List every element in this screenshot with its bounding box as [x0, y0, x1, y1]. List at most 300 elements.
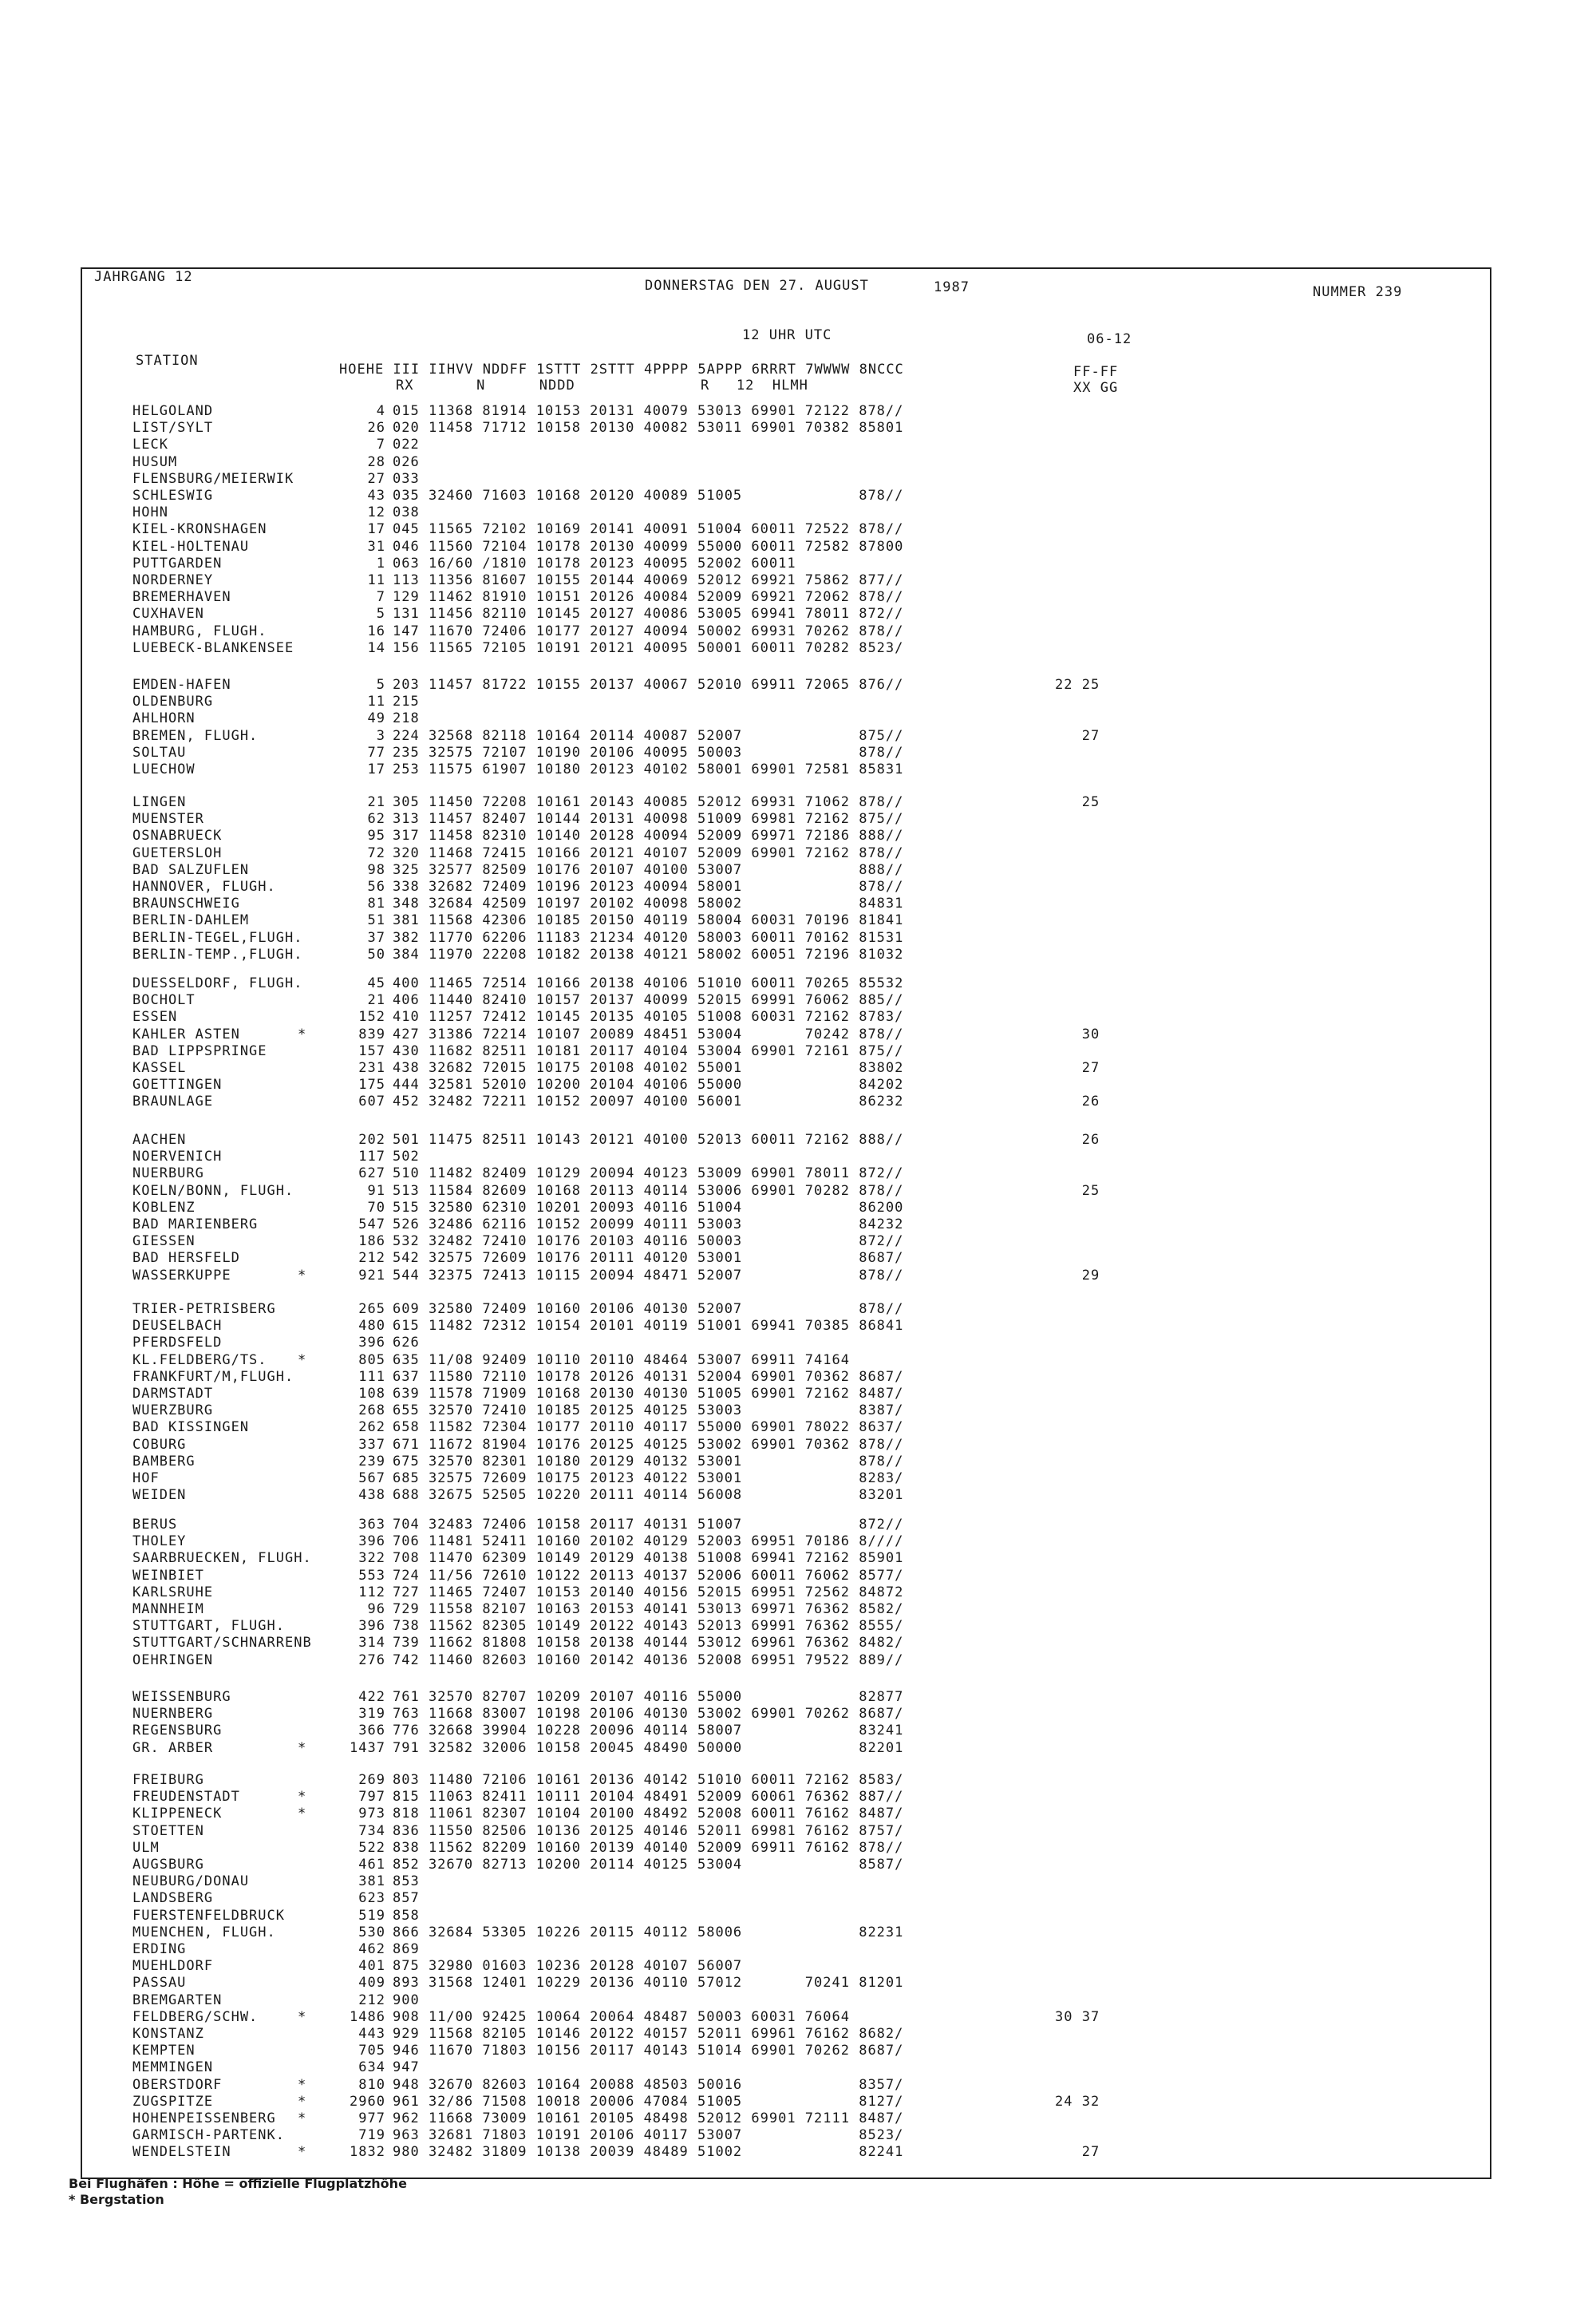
- station-name: STOETTEN: [132, 1823, 204, 1839]
- synop-codes: 022: [393, 437, 420, 453]
- synop-codes: 947: [393, 2059, 420, 2075]
- station-elevation: 212: [358, 1250, 385, 1266]
- synop-codes: 438 32682 72015 10175 20108 40102 55001 83802: [393, 1060, 904, 1076]
- synop-codes: 893 31568 12401 10229 20136 40110 57012 70241 81201: [393, 1975, 904, 1991]
- synop-codes: 131 11456 82110 10145 20127 40086 53005 69941 78011 872//: [393, 606, 904, 622]
- station-name: DEUSELBACH: [132, 1318, 223, 1334]
- station-name: BERLIN-DAHLEM: [132, 912, 250, 928]
- station-name: BERUS: [132, 1517, 178, 1533]
- station-elevation: 519: [358, 1908, 385, 1924]
- gust-values: 27: [1055, 728, 1100, 744]
- station-row: [0, 2144, 1436, 2160]
- station-row: [0, 2059, 1436, 2075]
- issue-year: 1987: [934, 279, 970, 295]
- station-name: NUERBURG: [132, 1165, 204, 1181]
- station-name: THOLEY: [132, 1533, 187, 1549]
- station-name: FLENSBURG/MEIERWIK: [132, 471, 294, 487]
- station-name: BAD LIPPSPRINGE: [132, 1043, 267, 1059]
- synop-codes: 384 11970 22208 10182 20138 40121 58002 60051 72196 81032: [393, 947, 904, 963]
- station-row: [0, 1183, 1436, 1199]
- mountain-station-marker: *: [298, 1352, 307, 1368]
- station-name: NORDERNEY: [132, 572, 214, 588]
- station-row: [0, 1060, 1436, 1076]
- station-name: WASSERKUPPE: [132, 1268, 231, 1284]
- station-name: KL.FELDBERG/TS.: [132, 1352, 267, 1368]
- station-name: OSNABRUECK: [132, 828, 223, 844]
- mountain-station-marker: *: [298, 1789, 307, 1805]
- station-elevation: 366: [358, 1723, 385, 1738]
- station-name: HOHN: [132, 504, 168, 520]
- station-elevation: 98: [367, 862, 385, 878]
- station-row: [0, 1568, 1436, 1584]
- station-elevation: 56: [367, 879, 385, 895]
- station-row: [0, 1517, 1436, 1533]
- station-name: GOETTINGEN: [132, 1077, 223, 1093]
- station-elevation: 152: [358, 1009, 385, 1025]
- station-elevation: 11: [367, 572, 385, 588]
- synop-codes: 502: [393, 1149, 420, 1165]
- synop-codes: 838 11562 82209 10160 20139 40140 52009 69911 76162 878//: [393, 1840, 904, 1856]
- station-name: OLDENBURG: [132, 694, 214, 710]
- station-row: [0, 1992, 1436, 2008]
- synop-codes: 325 32577 82509 10176 20107 40100 53007 888//: [393, 862, 904, 878]
- synop-codes: 406 11440 82410 10157 20137 40099 52015 69991 76062 885//: [393, 992, 904, 1008]
- gust-values: 24 32: [1055, 2094, 1100, 2110]
- station-elevation: 363: [358, 1517, 385, 1533]
- synop-codes: 410 11257 72412 10145 20135 40105 51008 60031 72162 8783/: [393, 1009, 904, 1025]
- station-name: AACHEN: [132, 1132, 187, 1148]
- station-row: [0, 437, 1436, 453]
- station-elevation: 401: [358, 1958, 385, 1974]
- synop-codes: 946 11670 71803 10156 20117 40143 51014 69901 70262 8687/: [393, 2043, 904, 2059]
- station-name: BREMERHAVEN: [132, 589, 231, 605]
- station-elevation: 627: [358, 1165, 385, 1181]
- station-name: MANNHEIM: [132, 1601, 204, 1617]
- station-name: FELDBERG/SCHW.: [132, 2009, 259, 2025]
- station-elevation: 212: [358, 1992, 385, 2008]
- synop-codes: 655 32570 72410 10185 20125 40125 53003 8387/: [393, 1402, 904, 1418]
- station-row: [0, 1740, 1436, 1756]
- station-elevation: 623: [358, 1890, 385, 1906]
- station-elevation: 12: [367, 504, 385, 520]
- code-column-subheaders: RX N NDDD R 12 HLMH: [396, 378, 808, 394]
- mountain-station-marker: *: [298, 1026, 307, 1042]
- synop-codes: 430 11682 82511 10181 20117 40104 53004 69901 72161 875//: [393, 1043, 904, 1059]
- station-row: [0, 1789, 1436, 1805]
- station-elevation: 705: [358, 2043, 385, 2059]
- station-name: KOBLENZ: [132, 1200, 196, 1216]
- synop-codes: 320 11468 72415 10166 20121 40107 52009 69901 72162 878//: [393, 845, 904, 861]
- station-name: PUTTGARDEN: [132, 556, 223, 572]
- station-elevation: 3: [376, 728, 385, 744]
- synop-codes: 875 32980 01603 10236 20128 40107 56007: [393, 1958, 743, 1974]
- station-row: [0, 403, 1436, 419]
- station-row: [0, 1009, 1436, 1025]
- station-name: BOCHOLT: [132, 992, 196, 1008]
- synop-codes: 224 32568 82118 10164 20114 40087 52007 875//: [393, 728, 904, 744]
- synop-codes: 015 11368 81914 10153 20131 40079 53013 69901 72122 878//: [393, 403, 904, 419]
- station-elevation: 2960: [350, 2094, 385, 2110]
- synop-codes: 675 32570 82301 10180 20129 40132 53001 878//: [393, 1454, 904, 1470]
- station-row: [0, 1026, 1436, 1042]
- synop-codes: 026: [393, 454, 420, 470]
- station-row: [0, 1706, 1436, 1722]
- station-elevation: 95: [367, 828, 385, 844]
- station-elevation: 805: [358, 1352, 385, 1368]
- station-row: [0, 1975, 1436, 1991]
- gust-values: 29: [1055, 1268, 1100, 1284]
- station-row: [0, 992, 1436, 1008]
- synop-codes: 724 11/56 72610 10122 20113 40137 52006 60011 76062 8577/: [393, 1568, 904, 1584]
- station-name: KONSTANZ: [132, 2026, 204, 2042]
- synop-codes: 544 32375 72413 10115 20094 48471 52007 878//: [393, 1268, 904, 1284]
- station-elevation: 1832: [350, 2144, 385, 2160]
- synop-codes: 763 11668 83007 10198 20106 40130 53002 69901 70262 8687/: [393, 1706, 904, 1722]
- station-elevation: 239: [358, 1454, 385, 1470]
- station-elevation: 443: [358, 2026, 385, 2042]
- synop-codes: 708 11470 62309 10149 20129 40138 51008 69941 72162 85901: [393, 1550, 904, 1566]
- station-elevation: 314: [358, 1635, 385, 1651]
- station-row: [0, 862, 1436, 878]
- station-name: SAARBRUECKEN, FLUGH.: [132, 1550, 312, 1566]
- station-elevation: 28: [367, 454, 385, 470]
- station-row: [0, 1402, 1436, 1418]
- synop-codes: 739 11662 81808 10158 20138 40144 53012 69961 76362 8482/: [393, 1635, 904, 1651]
- station-row: [0, 2009, 1436, 2025]
- station-elevation: 319: [358, 1706, 385, 1722]
- synop-codes: 688 32675 52505 10220 20111 40114 56008 83201: [393, 1487, 904, 1503]
- station-name: ULM: [132, 1840, 160, 1856]
- station-name: BAD MARIENBERG: [132, 1216, 259, 1232]
- synop-codes: 156 11565 72105 10191 20121 40095 50001 60011 70282 8523/: [393, 640, 904, 656]
- station-row: [0, 1250, 1436, 1266]
- station-name: KEMPTEN: [132, 2043, 196, 2059]
- station-row: [0, 1840, 1436, 1856]
- station-elevation: 11: [367, 694, 385, 710]
- station-name: GARMISCH-PARTENK.: [132, 2127, 285, 2143]
- synop-codes: 203 11457 81722 10155 20137 40067 52010 69911 72065 876//: [393, 677, 904, 693]
- station-row: [0, 1437, 1436, 1453]
- station-name: KIEL-HOLTENAU: [132, 539, 250, 555]
- synop-codes: 836 11550 82506 10136 20125 40146 52011 69981 76162 8757/: [393, 1823, 904, 1839]
- station-row: [0, 454, 1436, 470]
- synop-codes: 382 11770 62206 11183 21234 40120 58003 60011 70162 81531: [393, 930, 904, 946]
- station-elevation: 186: [358, 1233, 385, 1249]
- station-name: WEIDEN: [132, 1487, 187, 1503]
- station-name: ERDING: [132, 1941, 187, 1957]
- station-name: REGENSBURG: [132, 1723, 223, 1738]
- station-row: [0, 2110, 1436, 2126]
- mountain-station-marker: *: [298, 2009, 307, 2025]
- synop-codes: 444 32581 52010 10200 20104 40106 55000 84202: [393, 1077, 904, 1093]
- synop-codes: 908 11/00 92425 10064 20064 48487 50003 60031 76064: [393, 2009, 850, 2025]
- station-name: SCHLESWIG: [132, 488, 214, 504]
- station-name: WEINBIET: [132, 1568, 204, 1584]
- station-row: [0, 1268, 1436, 1284]
- synop-codes: 761 32570 82707 10209 20107 40116 55000 82877: [393, 1689, 904, 1705]
- station-name: LINGEN: [132, 794, 187, 810]
- synop-codes: 639 11578 71909 10168 20130 40130 51005 69901 72162 8487/: [393, 1386, 904, 1402]
- station-row: [0, 728, 1436, 744]
- gust-values: 27: [1055, 1060, 1100, 1076]
- synop-codes: 857: [393, 1890, 420, 1906]
- station-row: [0, 828, 1436, 844]
- station-elevation: 480: [358, 1318, 385, 1334]
- station-row: [0, 912, 1436, 928]
- synop-codes: 510 11482 82409 10129 20094 40123 53009 69901 78011 872//: [393, 1165, 904, 1181]
- station-row: [0, 710, 1436, 726]
- station-row: [0, 2077, 1436, 2093]
- synop-codes: 513 11584 82609 10168 20113 40114 53006 69901 70282 878//: [393, 1183, 904, 1199]
- station-name: KOELN/BONN, FLUGH.: [132, 1183, 294, 1199]
- station-elevation: 175: [358, 1077, 385, 1093]
- station-row: [0, 1487, 1436, 1503]
- station-elevation: 17: [367, 761, 385, 777]
- station-name: HELGOLAND: [132, 403, 214, 419]
- station-name: TRIER-PETRISBERG: [132, 1301, 276, 1317]
- station-row: [0, 2127, 1436, 2143]
- station-row: [0, 761, 1436, 777]
- station-row: [0, 1857, 1436, 1873]
- xx-column-header: XX GG: [1073, 380, 1119, 396]
- synop-codes: 381 11568 42306 10185 20150 40119 58004 60031 70196 81841: [393, 912, 904, 928]
- station-row: [0, 1318, 1436, 1334]
- station-name: HOHENPEISSENBERG: [132, 2110, 276, 2126]
- station-row: [0, 896, 1436, 912]
- station-row: [0, 1873, 1436, 1889]
- station-name: AHLHORN: [132, 710, 196, 726]
- synop-codes: 853: [393, 1873, 420, 1889]
- synop-codes: 706 11481 52411 10160 20102 40129 52003 69951 70186 8////: [393, 1533, 904, 1549]
- station-row: [0, 1601, 1436, 1617]
- synop-codes: 046 11560 72104 10178 20130 40099 55000 60011 72582 87800: [393, 539, 904, 555]
- synop-codes: 045 11565 72102 10169 20141 40091 51004 60011 72522 878//: [393, 521, 904, 537]
- station-name: PFERDSFELD: [132, 1335, 223, 1351]
- station-elevation: 409: [358, 1975, 385, 1991]
- station-row: [0, 1470, 1436, 1486]
- mountain-station-marker: *: [298, 1268, 307, 1284]
- station-elevation: 973: [358, 1806, 385, 1822]
- synop-codes: 948 32670 82603 10164 20088 48503 50016 8357/: [393, 2077, 904, 2093]
- synop-codes: 963 32681 71803 10191 20106 40117 53007 8523/: [393, 2127, 904, 2143]
- synop-codes: 791 32582 32006 10158 20045 48490 50000 82201: [393, 1740, 904, 1756]
- station-elevation: 396: [358, 1533, 385, 1549]
- synop-codes: 738 11562 82305 10149 20122 40143 52013 69991 76362 8555/: [393, 1618, 904, 1634]
- synop-codes: 038: [393, 504, 420, 520]
- station-row: [0, 811, 1436, 827]
- station-elevation: 17: [367, 521, 385, 537]
- station-elevation: 921: [358, 1268, 385, 1284]
- station-name: STUTTGART/SCHNARRENB: [132, 1635, 312, 1651]
- station-name: KLIPPENECK: [132, 1806, 223, 1822]
- station-name: ZUGSPITZE: [132, 2094, 214, 2110]
- station-row: [0, 975, 1436, 991]
- synop-codes: 313 11457 82407 10144 20131 40098 51009 69981 72162 875//: [393, 811, 904, 827]
- synop-codes: 727 11465 72407 10153 20140 40156 52015 69951 72562 84872: [393, 1584, 904, 1600]
- station-row: [0, 677, 1436, 693]
- station-row: [0, 1890, 1436, 1906]
- station-row: [0, 930, 1436, 946]
- synop-codes: 317 11458 82310 10140 20128 40094 52009 69971 72186 888//: [393, 828, 904, 844]
- station-name: BRAUNLAGE: [132, 1094, 214, 1110]
- station-name: WUERZBURG: [132, 1402, 214, 1418]
- station-name: COBURG: [132, 1437, 187, 1453]
- station-row: [0, 420, 1436, 436]
- volume-label: JAHRGANG 12: [94, 269, 193, 285]
- synop-codes: 815 11063 82411 10111 20104 48491 52009 60061 76362 887//: [393, 1789, 904, 1805]
- station-row: [0, 1550, 1436, 1566]
- station-name: BREMEN, FLUGH.: [132, 728, 259, 744]
- station-name: OBERSTDORF: [132, 2077, 223, 2093]
- station-elevation: 43: [367, 488, 385, 504]
- synop-codes: 704 32483 72406 10158 20117 40131 51007 872//: [393, 1517, 904, 1533]
- code-column-headers: HOEHE III IIHVV NDDFF 1STTT 2STTT 4PPPP 5APPP 6RRRT 7WWWW 8NCCC: [339, 362, 904, 378]
- station-row: [0, 845, 1436, 861]
- synop-codes: 129 11462 81910 10151 20126 40084 52009 69921 72062 878//: [393, 589, 904, 605]
- synop-codes: 033: [393, 471, 420, 487]
- station-elevation: 322: [358, 1550, 385, 1566]
- station-name: NOERVENICH: [132, 1149, 223, 1165]
- station-name: LANDSBERG: [132, 1890, 214, 1906]
- station-name: CUXHAVEN: [132, 606, 204, 622]
- synop-codes: 852 32670 82713 10200 20114 40125 53004 8587/: [393, 1857, 904, 1873]
- station-elevation: 70: [367, 1200, 385, 1216]
- station-elevation: 117: [358, 1149, 385, 1165]
- synop-codes: 685 32575 72609 10175 20123 40122 53001 8283/: [393, 1470, 904, 1486]
- station-row: [0, 1165, 1436, 1181]
- station-elevation: 396: [358, 1335, 385, 1351]
- synop-codes: 020 11458 71712 10158 20130 40082 53011 69901 70382 85801: [393, 420, 904, 436]
- station-row: [0, 1077, 1436, 1093]
- station-row: [0, 1635, 1436, 1651]
- station-elevation: 51: [367, 912, 385, 928]
- station-elevation: 111: [358, 1369, 385, 1385]
- synop-codes: 729 11558 82107 10163 20153 40141 53013 69971 76362 8582/: [393, 1601, 904, 1617]
- station-name: LUECHOW: [132, 761, 196, 777]
- station-name: KASSEL: [132, 1060, 187, 1076]
- station-elevation: 16: [367, 623, 385, 639]
- synop-codes: 658 11582 72304 10177 20110 40117 55000 69901 78022 8637/: [393, 1419, 904, 1435]
- synop-codes: 218: [393, 710, 420, 726]
- station-name: KAHLER ASTEN: [132, 1026, 240, 1042]
- station-elevation: 77: [367, 745, 385, 761]
- station-elevation: 50: [367, 947, 385, 963]
- station-row: [0, 1652, 1436, 1668]
- mountain-station-marker: *: [298, 2077, 307, 2093]
- issue-date: DONNERSTAG DEN 27. AUGUST: [645, 278, 869, 294]
- station-elevation: 719: [358, 2127, 385, 2143]
- station-row: [0, 556, 1436, 572]
- synop-codes: 147 11670 72406 10177 20127 40094 50002 69931 70262 878//: [393, 623, 904, 639]
- station-elevation: 108: [358, 1386, 385, 1402]
- station-name: BREMGARTEN: [132, 1992, 223, 2008]
- synop-codes: 427 31386 72214 10107 20089 48451 53004 70242 878//: [393, 1026, 904, 1042]
- synop-codes: 542 32575 72609 10176 20111 40120 53001 8687/: [393, 1250, 904, 1266]
- station-row: [0, 606, 1436, 622]
- station-elevation: 634: [358, 2059, 385, 2075]
- station-elevation: 49: [367, 710, 385, 726]
- station-name: BERLIN-TEGEL,FLUGH.: [132, 930, 303, 946]
- station-row: [0, 1908, 1436, 1924]
- synop-codes: 742 11460 82603 10160 20142 40136 52008 69951 79522 889//: [393, 1652, 904, 1668]
- station-elevation: 734: [358, 1823, 385, 1839]
- station-row: [0, 1618, 1436, 1634]
- station-row: [0, 504, 1436, 520]
- gust-values: 25: [1055, 1183, 1100, 1199]
- station-elevation: 522: [358, 1840, 385, 1856]
- station-row: [0, 745, 1436, 761]
- station-elevation: 567: [358, 1470, 385, 1486]
- station-name: LECK: [132, 437, 168, 453]
- station-elevation: 31: [367, 539, 385, 555]
- synop-codes: 929 11568 82105 10146 20122 40157 52011 69961 76162 8682/: [393, 2026, 904, 2042]
- station-elevation: 5: [376, 677, 385, 693]
- station-elevation: 5: [376, 606, 385, 622]
- station-name: MUENCHEN, FLUGH.: [132, 1924, 276, 1940]
- synop-codes: 501 11475 82511 10143 20121 40100 52013 60011 72162 888//: [393, 1132, 904, 1148]
- station-row: [0, 1301, 1436, 1317]
- station-elevation: 26: [367, 420, 385, 436]
- station-elevation: 265: [358, 1301, 385, 1317]
- synop-codes: 626: [393, 1335, 420, 1351]
- synop-codes: 113 11356 81607 10155 20144 40069 52012 69921 75862 877//: [393, 572, 904, 588]
- synop-codes: 235 32575 72107 10190 20106 40095 50003 878//: [393, 745, 904, 761]
- station-name: MEMMINGEN: [132, 2059, 214, 2075]
- gust-values: 25: [1055, 794, 1100, 810]
- station-name: BAD HERSFELD: [132, 1250, 240, 1266]
- synop-codes: 858: [393, 1908, 420, 1924]
- station-name: FRANKFURT/M,FLUGH.: [132, 1369, 294, 1385]
- station-name: DARMSTADT: [132, 1386, 214, 1402]
- station-name: FREUDENSTADT: [132, 1789, 240, 1805]
- ff-column-header: FF-FF: [1073, 364, 1119, 380]
- synop-codes: 452 32482 72211 10152 20097 40100 56001 86232: [393, 1094, 904, 1110]
- station-elevation: 14: [367, 640, 385, 656]
- station-elevation: 810: [358, 2077, 385, 2093]
- synop-codes: 305 11450 72208 10161 20143 40085 52012 69931 71062 878//: [393, 794, 904, 810]
- station-elevation: 262: [358, 1419, 385, 1435]
- synop-codes: 869: [393, 1941, 420, 1957]
- station-name: GIESSEN: [132, 1233, 196, 1249]
- station-name: MUEHLDORF: [132, 1958, 214, 1974]
- station-name: LIST/SYLT: [132, 420, 214, 436]
- station-name: PASSAU: [132, 1975, 187, 1991]
- station-name: BAD KISSINGEN: [132, 1419, 250, 1435]
- station-name: KIEL-KRONSHAGEN: [132, 521, 267, 537]
- station-elevation: 438: [358, 1487, 385, 1503]
- station-name: GUETERSLOH: [132, 845, 223, 861]
- station-row: [0, 1958, 1436, 1974]
- footnote-airport: Bei Flughäfen : Höhe = offizielle Flugplatzhöhe: [69, 2176, 407, 2191]
- station-row: [0, 1335, 1436, 1351]
- synop-codes: 348 32684 42509 10197 20102 40098 58002 84831: [393, 896, 904, 912]
- synop-codes: 961 32/86 71508 10018 20006 47084 51005 8127/: [393, 2094, 904, 2110]
- station-elevation: 381: [358, 1873, 385, 1889]
- station-name: BAD SALZUFLEN: [132, 862, 250, 878]
- station-row: [0, 1723, 1436, 1738]
- gust-values: 30: [1055, 1026, 1100, 1042]
- station-name: GR. ARBER: [132, 1740, 214, 1756]
- station-name: BERLIN-TEMP.,FLUGH.: [132, 947, 303, 963]
- station-elevation: 37: [367, 930, 385, 946]
- station-row: [0, 694, 1436, 710]
- station-name: HOF: [132, 1470, 160, 1486]
- station-name: NUERNBERG: [132, 1706, 214, 1722]
- gust-values: 26: [1055, 1132, 1100, 1148]
- station-row: [0, 539, 1436, 555]
- station-row: [0, 1584, 1436, 1600]
- station-elevation: 7: [376, 589, 385, 605]
